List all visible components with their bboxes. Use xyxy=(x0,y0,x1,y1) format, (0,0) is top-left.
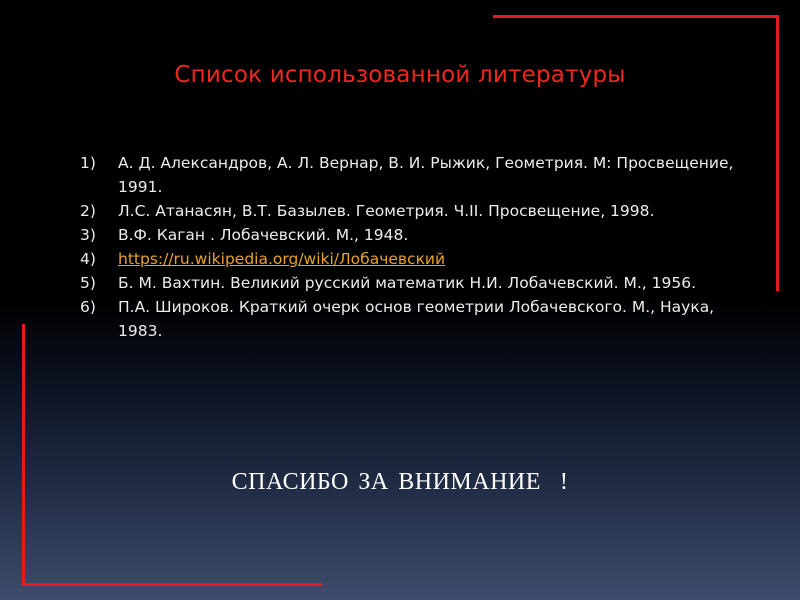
reference-text: Л.С. Атанасян, В.Т. Базылев. Геометрия. Ч.II. Просвещение, 1998. xyxy=(118,202,655,220)
reference-item-6 xyxy=(80,295,760,343)
reference-number: 2) xyxy=(80,202,96,220)
frame-bottom-line xyxy=(22,583,322,586)
reference-item-4 xyxy=(80,247,760,271)
reference-item-1 xyxy=(80,151,760,199)
frame-left-line xyxy=(22,324,25,586)
reference-text: В.Ф. Каган . Лобачевский. М., 1948. xyxy=(118,226,409,244)
reference-text: П.А. Широков. Краткий очерк основ геометрии Лобачевского. М., Наука, 1983. xyxy=(118,298,715,340)
reference-number: 5) xyxy=(80,274,96,292)
reference-number: 3) xyxy=(80,226,96,244)
reference-list xyxy=(80,151,760,343)
frame-top-line xyxy=(493,15,777,18)
reference-item-2 xyxy=(80,199,760,223)
reference-number: 6) xyxy=(80,298,96,316)
reference-text: А. Д. Александров, А. Л. Вернар, В. И. Рыжик, Геометрия. М: Просвещение, 1991. xyxy=(118,154,734,196)
frame-right-line xyxy=(776,15,779,291)
reference-text: Б. М. Вахтин. Великий русский математик Н.И. Лобачевский. М., 1956. xyxy=(118,274,696,292)
wikipedia-link[interactable]: https://ru.wikipedia.org/wiki/Лобачевский xyxy=(118,250,446,268)
reference-item-5 xyxy=(80,271,760,295)
reference-number: 1) xyxy=(80,154,96,172)
slide-title: Список использованной литературы xyxy=(174,62,626,88)
reference-number: 4) xyxy=(80,250,96,268)
reference-item-3 xyxy=(80,223,760,247)
thanks-message: СПАСИБО ЗА ВНИМАНИЕ ! xyxy=(231,469,569,495)
